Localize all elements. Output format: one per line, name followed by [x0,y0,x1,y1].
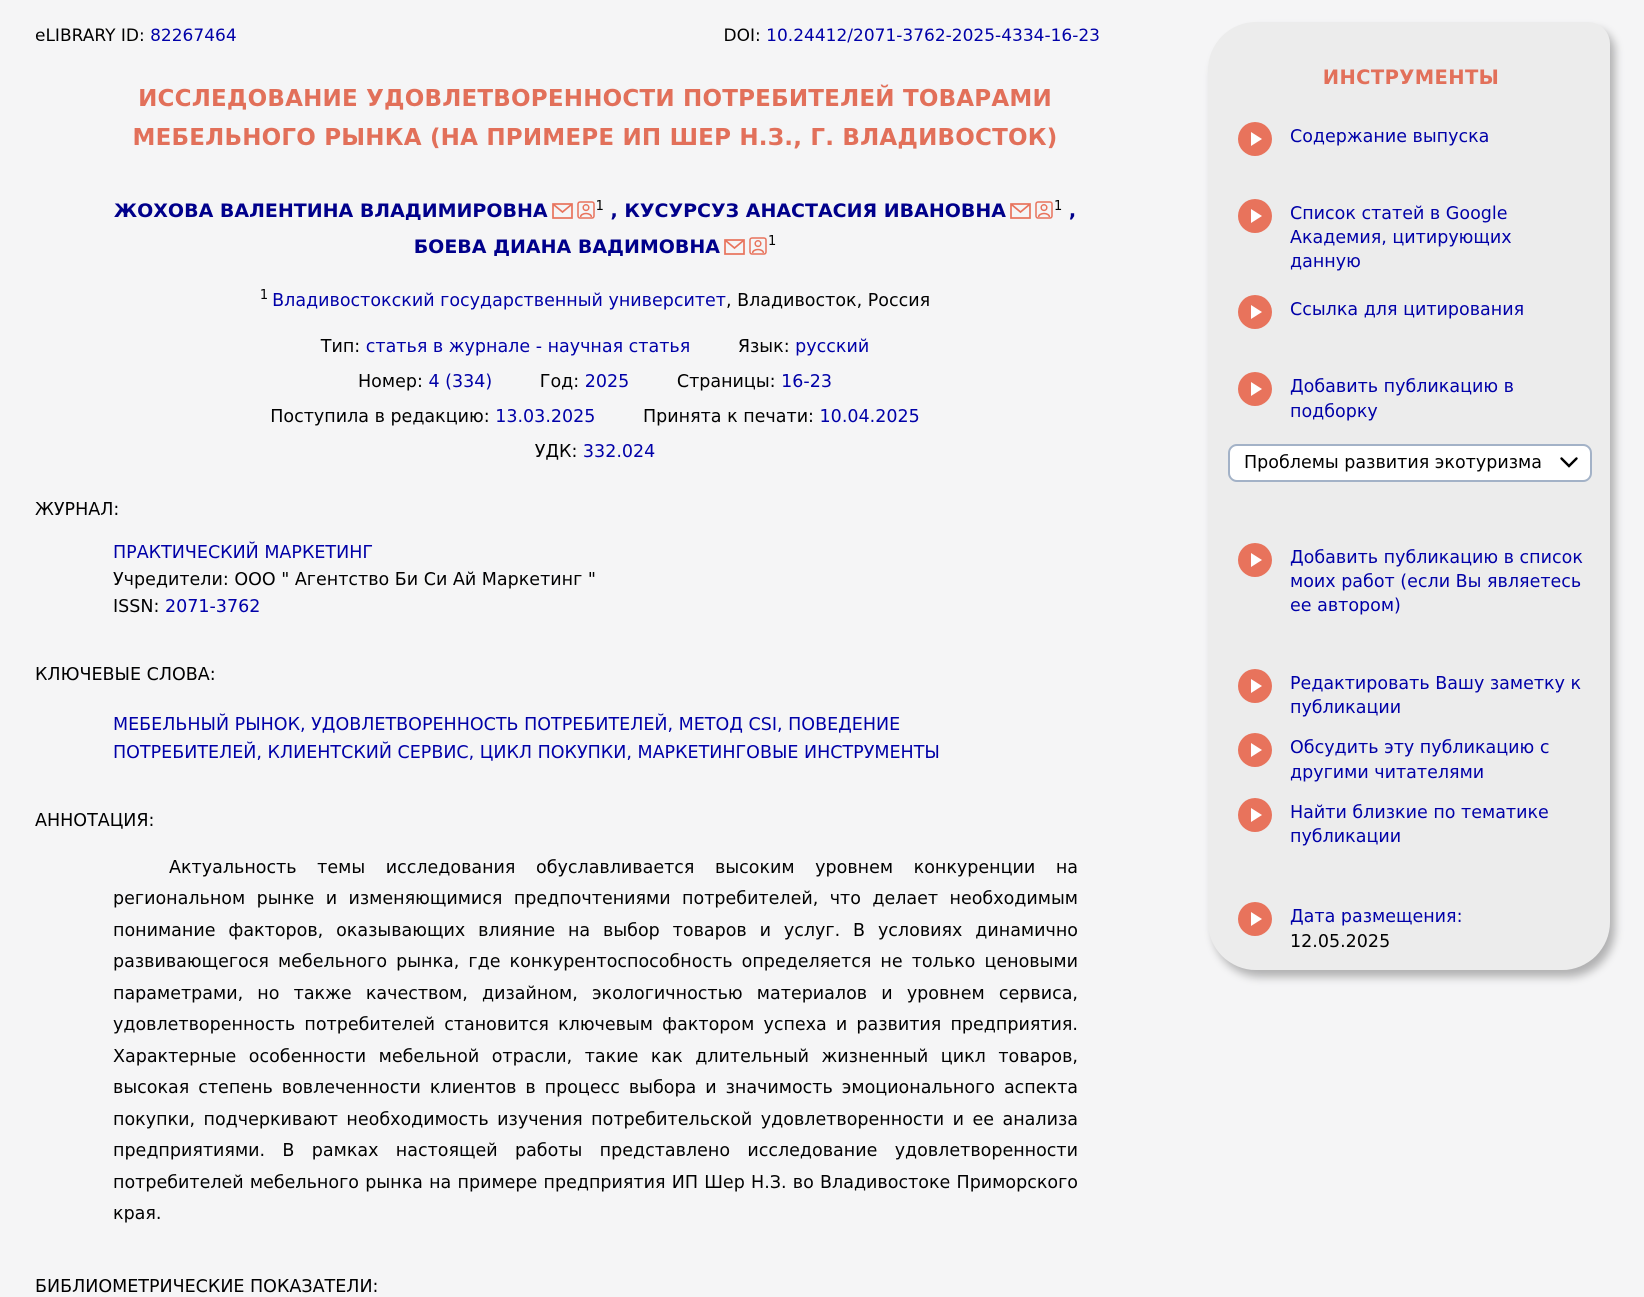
play-icon [1238,543,1272,577]
play-icon [1238,798,1272,832]
author [114,200,624,222]
meta-udk-link[interactable]: 332.024 [582,441,656,462]
abstract-section-header: АННОТАЦИЯ: [35,810,155,831]
tool-link[interactable]: Обсудить эту публикацию с другими читателями [1290,738,1550,783]
meta-pages-label: Страницы: [676,371,776,392]
meta-number [358,372,492,392]
tool-item-discuss-publication[interactable] [1238,736,1584,784]
meta-language-label: Язык: [737,336,790,357]
email-icon[interactable] [724,233,745,266]
chevron-down-icon [1560,453,1578,473]
meta-pages-link[interactable]: 16-23 [781,371,832,392]
tool-item-add-to-my-works[interactable] [1238,546,1584,618]
tool-item-add-to-collection[interactable] [1238,375,1584,423]
journal-founders: Учредители: ООО " Агентство Би Си Ай Маркетинг " [113,569,596,590]
tool-item-google-scholar-citations[interactable] [1238,202,1584,274]
tool-link[interactable]: Редактировать Вашу заметку к публикации [1290,674,1582,719]
meta-number-link[interactable]: 4 (334) [428,371,493,392]
author-profile-icon[interactable] [749,233,767,266]
posting-date-value: 12.05.2025 [1290,932,1391,953]
meta-language-link[interactable]: русский [795,336,870,357]
author-profile-icon[interactable] [577,197,595,230]
journal-name-link[interactable]: ПРАКТИЧЕСКИЙ МАРКЕТИНГ [113,542,374,563]
tool-link[interactable]: Добавить публикацию в список моих работ (если Вы являетесь ее автором) [1290,547,1583,616]
meta-udk-label: УДК: [534,441,578,462]
keyword-link[interactable]: МЕБЕЛЬНЫЙ РЫНОК , [113,715,311,735]
meta-year-link[interactable]: 2025 [584,371,630,392]
email-icon[interactable] [1010,197,1031,230]
meta-year [540,372,630,392]
collection-select[interactable] [1228,444,1592,482]
article-meta [35,337,1155,462]
keyword-link[interactable]: МЕТОД CSI , [679,715,788,735]
author [414,236,777,258]
meta-type [321,337,690,357]
tool-link[interactable]: Ссылка для цитирования [1290,300,1525,321]
keyword-link[interactable]: УДОВЛЕТВОРЕННОСТЬ ПОТРЕБИТЕЛЕЙ , [311,715,679,735]
bibliometrics-section-header: БИБЛИОМЕТРИЧЕСКИЕ ПОКАЗАТЕЛИ: [35,1276,379,1297]
doi-link[interactable]: 10.24412/2071-3762-2025-4334-16-23 [766,26,1100,46]
meta-year-label: Год: [539,371,580,392]
tool-link[interactable]: Список статей в Google Академия, цитирующих данную [1290,204,1512,273]
meta-number-label: Номер: [358,371,423,392]
affiliation-line [35,288,1155,311]
elibrary-id [35,26,237,46]
play-icon [1238,902,1272,936]
tool-link[interactable]: Добавить публикацию в подборку [1290,377,1514,422]
keyword-link[interactable]: ПОВЕДЕНИЕ ПОТРЕБИТЕЛЕЙ , [113,715,900,763]
authors-line [35,195,1155,266]
meta-type-label: Тип: [320,336,361,357]
doi [724,26,1100,46]
posting-date-label[interactable]: Дата размещения: [1290,906,1463,927]
author [624,200,1076,222]
author-link[interactable]: БОЕВА ДИАНА ВАДИМОВНА [413,235,721,258]
journal-issn [113,594,1155,621]
issn-link[interactable]: 2071-3762 [164,596,261,617]
tool-item-posting-date [1238,905,1584,952]
play-icon [1238,669,1272,703]
meta-accepted-link[interactable]: 10.04.2025 [819,406,920,427]
play-icon [1238,122,1272,156]
keywords-section-header: КЛЮЧЕВЫЕ СЛОВА: [35,664,216,685]
elibrary-id-link[interactable]: 82267464 [150,26,237,46]
tool-link[interactable]: Содержание выпуска [1290,127,1490,147]
tools-panel-title: ИНСТРУМЕНТЫ [1322,66,1500,89]
article-title [35,80,1155,157]
keyword-link[interactable]: ЦИКЛ ПОКУПКИ , [480,743,638,763]
meta-type-link[interactable]: статья в журнале - научная статья [365,336,691,357]
tool-item-edit-note[interactable] [1238,672,1584,720]
play-icon [1238,733,1272,767]
author-link[interactable]: КУСУРСУЗ АНАСТАСИЯ ИВАНОВНА [624,200,1006,223]
affiliation-sup: 1 [259,287,269,303]
tool-item-issue-contents[interactable] [1238,125,1584,156]
play-icon [1238,295,1272,329]
collection-select-value: Проблемы развития экотуризма [1244,452,1542,473]
author-affiliation-sup: 1 [1054,198,1063,214]
author-affiliation-sup: 1 [768,234,777,250]
elibrary-id-label: eLIBRARY ID: [35,26,145,46]
article-title-line2: МЕБЕЛЬНОГО РЫНКА (НА ПРИМЕРЕ ИП ШЕР Н.З., Г. ВЛАДИВОСТОК) [132,124,1058,151]
affiliation-location: , Владивосток, Россия [725,290,931,311]
play-icon [1238,199,1272,233]
meta-pages [677,372,832,392]
tool-item-citation-link[interactable] [1238,298,1584,329]
email-icon[interactable] [552,197,573,230]
author-profile-icon[interactable] [1035,197,1053,230]
tool-item-find-similar[interactable] [1238,801,1584,849]
affiliation-org-link[interactable]: Владивостокский государственный университет [272,290,726,311]
keyword-link[interactable]: МАРКЕТИНГОВЫЕ ИНСТРУМЕНТЫ [637,742,940,763]
journal-section-header: ЖУРНАЛ: [35,499,120,520]
meta-received-label: Поступила в редакцию: [270,406,490,427]
meta-accepted [643,407,920,427]
meta-accepted-label: Принята к печати: [643,406,814,427]
author-link[interactable]: ЖОХОВА ВАЛЕНТИНА ВЛАДИМИРОВНА [113,200,548,223]
keyword-link[interactable]: КЛИЕНТСКИЙ СЕРВИС , [268,743,480,763]
meta-language [738,337,869,357]
meta-received-link[interactable]: 13.03.2025 [495,406,596,427]
top-row [35,26,1155,46]
meta-received [270,407,595,427]
article-title-line1: ИССЛЕДОВАНИЕ УДОВЛЕТВОРЕННОСТИ ПОТРЕБИТЕЛЕЙ ТОВАРАМИ [138,86,1052,112]
tool-link[interactable]: Найти близкие по тематике публикации [1290,802,1549,847]
play-icon [1238,372,1272,406]
issn-label: ISSN: [113,596,160,617]
tools-panel [1208,22,1610,970]
keywords-list [113,711,1018,767]
doi-label: DOI: [723,26,761,46]
journal-info [113,540,1155,621]
abstract-text: Актуальность темы исследования обуславливается высоким уровнем конкуренции на региональном рынке и изменяющимися предпочтениями потребителей, что делает необходимым понимание факторов, оказывающих влияние на выбор товаров и услуг. В условиях динамично развивающегося мебельного рынка, где конкурентоспособность определяется не только ценовыми параметрами, но также качеством, дизайном, экологичностью материалов и уровнем сервиса, удовлетворенность потребителей становится ключевым фактором успеха и развития предприятия. Характерные особенности мебельной отрасли, такие как длительный жизненный цикл товаров, высокая степень вовлеченности клиентов в процесс выбора и значимость эмоционального аспекта покупки, подчеркивают необходимость изучения потребительской удовлетворенности и ее анализа предприятиями. В рамках настоящей работы представлено исследование удовлетворенности потребителей мебельного рынка на примере предприятия ИП Шер Н.З. во Владивостоке Приморского края. [113,857,1078,1225]
author-affiliation-sup: 1 [595,198,604,214]
meta-udk [535,442,656,462]
